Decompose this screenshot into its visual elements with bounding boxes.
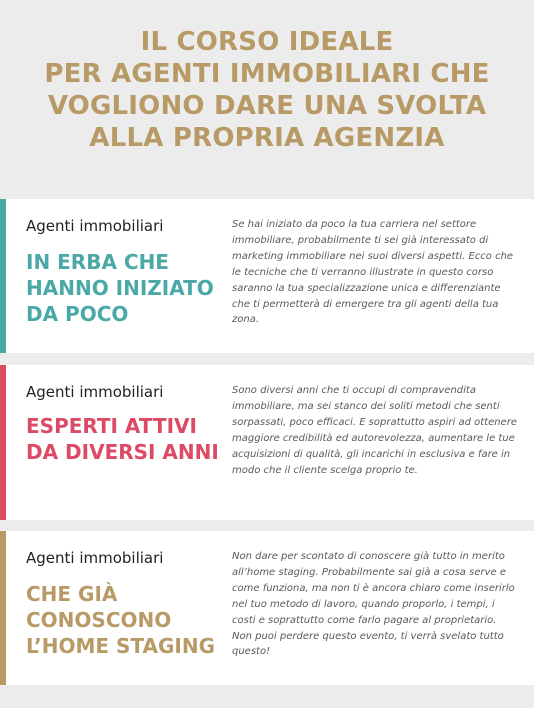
hero-section xyxy=(0,0,534,180)
card-heading-line: L’HOME STAGING xyxy=(26,634,215,658)
card-heading-line: CONOSCONO xyxy=(26,608,172,632)
card-heading-line: CHE GIÀ xyxy=(26,582,118,606)
audience-card-beginners xyxy=(0,199,534,353)
card-kicker: Agenti immobiliari xyxy=(26,549,164,567)
card-accent-bar xyxy=(0,199,6,353)
card-heading-line: IN ERBA CHE xyxy=(26,250,169,274)
card-heading xyxy=(26,581,226,659)
card-accent-bar xyxy=(0,365,6,520)
page-title-line: ALLA PROPRIA AGENZIA xyxy=(89,123,445,153)
card-heading-line: DA POCO xyxy=(26,302,129,326)
card-kicker: Agenti immobiliari xyxy=(26,217,164,235)
card-description: Se hai iniziato da poco la tua carriera nel settore immobiliare, probabilmente ti sei già interessato di marketing immobiliare nei suoi diversi aspetti. Ecco che le tecniche che ti verranno illustrate in questo corso saranno la tua specializzazione unica e differenziante che ti permetterà di emergere tra gli agenti della tua zona. xyxy=(232,219,514,326)
card-kicker: Agenti immobiliari xyxy=(26,383,164,401)
card-accent-bar xyxy=(0,531,6,685)
audience-card-home-staging xyxy=(0,531,534,685)
card-heading-line: DA DIVERSI ANNI xyxy=(26,440,219,464)
card-heading-line: HANNO INIZIATO xyxy=(26,276,214,300)
page-title-line: VOGLIONO DARE UNA SVOLTA xyxy=(47,91,487,121)
card-description: Sono diversi anni che ti occupi di compravendita immobiliare, ma sei stanco dei soliti metodi che senti sorpassati, poco efficaci. E soprattutto aspiri ad ottenere maggiore credibilità ed autorevolezza, aumentare le tue acquisizioni di qualità, gli incarichi in esclusiva e fare in modo che il cliente scelga proprio te. xyxy=(232,385,517,476)
card-heading-line: ESPERTI ATTIVI xyxy=(26,414,197,438)
page-title-line: PER AGENTI IMMOBILIARI CHE xyxy=(44,59,490,89)
card-description: Non dare per scontato di conoscere già tutto in merito all’home staging. Probabilmente sai già a cosa serve e come funziona, ma non ti è ancora chiaro come inserirlo nel tuo metodo di lavoro, quando proporlo, i tempi, i costi e soprattutto come farlo pagare al proprietario. Non puoi perdere questo evento, ti verrà svelato tutto questo! xyxy=(232,551,515,658)
card-heading xyxy=(26,249,226,327)
audience-card-experts xyxy=(0,365,534,520)
page-title-line: IL CORSO IDEALE xyxy=(140,27,394,57)
card-heading xyxy=(26,413,226,465)
page-title xyxy=(17,26,517,154)
